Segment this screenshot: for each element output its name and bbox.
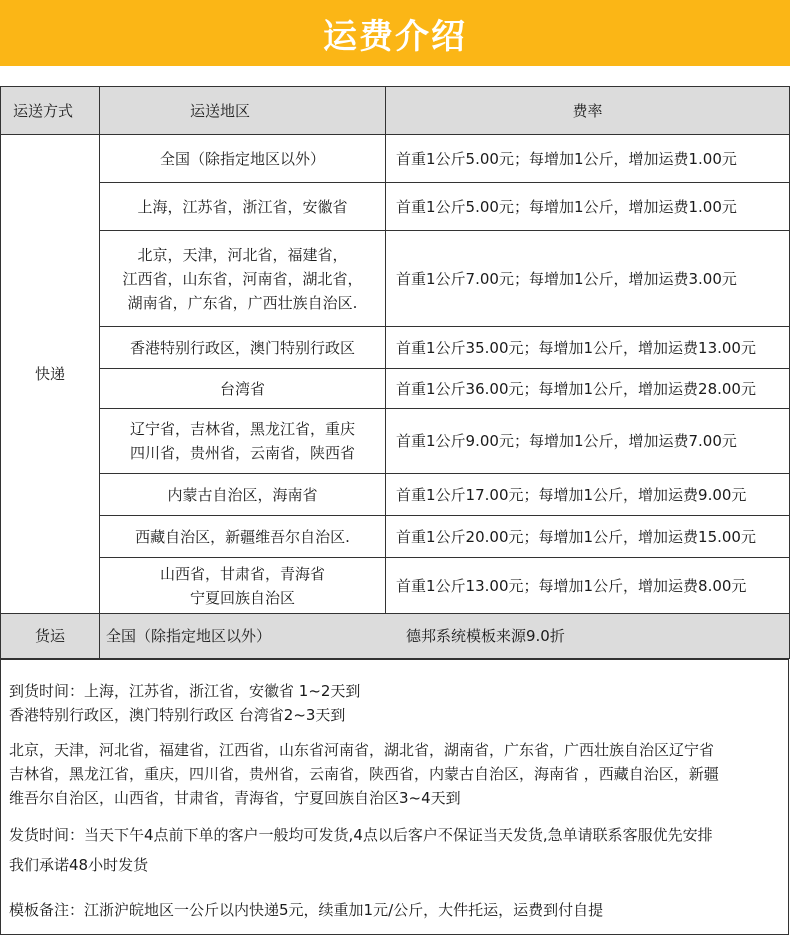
header-banner [0, 0, 790, 66]
region-cell [100, 516, 386, 558]
table-header-row [1, 87, 790, 135]
table-row [1, 231, 790, 327]
table-row [1, 516, 790, 558]
region-line: 湖南省，广东省，广西壮族自治区. [127, 293, 358, 312]
region-line: 香港特别行政区，澳门特别行政区 [129, 338, 355, 357]
region-cell [100, 231, 386, 327]
table-row [1, 474, 790, 516]
rate-cell: 首重1公斤13.00元；每增加1公斤，增加运费8.00元 [386, 558, 790, 614]
region-line: 辽宁省，吉林省，黑龙江省，重庆 [129, 420, 355, 438]
region-cell [100, 474, 386, 516]
region-line: 北京，天津，河北省，福建省， [137, 245, 348, 264]
region-line: 山西省，甘肃省，青海省 [159, 564, 325, 583]
region-cell [100, 369, 386, 409]
region-cell [100, 409, 386, 474]
region-line: 四川省，贵州省，云南省，陕西省 [129, 444, 355, 462]
region-cell [100, 558, 386, 614]
region-cell [100, 327, 386, 369]
region-line: 江西省，山东省，河南省，湖北省， [122, 269, 363, 288]
region-line: 宁夏回族自治区 [189, 588, 295, 607]
note-line: 香港特别行政区，澳门特别行政区 台湾省2~3天到 [9, 706, 346, 724]
note-line: 北京，天津，河北省，福建省，江西省，山东省河南省，湖北省，湖南省，广东省，广西壮族自治区辽宁省 [9, 741, 715, 759]
region-line: 西藏自治区，新疆维吾尔自治区. [135, 527, 350, 546]
note-line: 吉林省，黑龙江省，重庆，四川省，贵州省，云南省，陕西省，内蒙古自治区，海南省 ，西藏自治区，新疆 [9, 765, 719, 783]
freight-region: 全国（除指定地区以外） [106, 627, 272, 645]
shipping-rate-table [0, 86, 790, 659]
note-line: 到货时间：上海，江苏省，浙江省，安徽省 1~2天到 [9, 682, 361, 700]
template-remark-note [9, 898, 782, 922]
rate-cell: 首重1公斤17.00元；每增加1公斤，增加运费9.00元 [386, 474, 790, 516]
notes-panel [0, 659, 789, 935]
rate-cell: 首重1公斤5.00元；每增加1公斤，增加运费1.00元 [386, 183, 790, 231]
note-line: 我们承诺48小时发货 [9, 856, 149, 874]
table-row-freight [1, 614, 790, 659]
table-row [1, 183, 790, 231]
page-title: 运费介绍 [323, 16, 467, 57]
rate-cell: 首重1公斤5.00元；每增加1公斤，增加运费1.00元 [386, 135, 790, 183]
shipping-time-note [9, 823, 782, 877]
region-line: 上海，江苏省，浙江省，安徽省 [137, 197, 348, 216]
table-row [1, 558, 790, 614]
method-cell-freight: 货运 [1, 614, 100, 659]
note-line: 发货时间：当天下午4点前下单的客户一般均可发货,4点以后客户不保证当天发货,急单请联系客服优先安排 [9, 826, 713, 844]
column-header-region: 运送地区 [100, 87, 386, 135]
note-line: 维吾尔自治区，山西省，甘肃省，青海省，宁夏回族自治区3~4天到 [9, 789, 461, 807]
rate-cell: 首重1公斤36.00元；每增加1公斤，增加运费28.00元 [386, 369, 790, 409]
freight-cell [100, 614, 790, 659]
region-cell [100, 183, 386, 231]
region-cell [100, 135, 386, 183]
arrival-time-note [9, 679, 782, 727]
region-delivery-note [9, 738, 782, 810]
rate-cell: 首重1公斤7.00元；每增加1公斤，增加运费3.00元 [386, 231, 790, 327]
column-header-method: 运送方式 [1, 87, 100, 135]
table-row [1, 327, 790, 369]
column-header-rate: 费率 [386, 87, 790, 135]
method-label: 快递 [34, 365, 65, 383]
freight-rate: 德邦系统模板来源9.0折 [406, 627, 565, 645]
method-cell-express [1, 135, 100, 614]
region-line: 全国（除指定地区以外） [159, 149, 325, 168]
table-row [1, 409, 790, 474]
table-row [1, 135, 790, 183]
region-line: 内蒙古自治区，海南省 [167, 485, 318, 504]
table-row [1, 369, 790, 409]
rate-cell: 首重1公斤9.00元；每增加1公斤，增加运费7.00元 [386, 409, 790, 474]
rate-cell: 首重1公斤20.00元；每增加1公斤，增加运费15.00元 [386, 516, 790, 558]
note-line: 模板备注：江浙沪皖地区一公斤以内快递5元，续重加1元/公斤，大件托运，运费到付自提 [9, 901, 604, 919]
region-line: 台湾省 [219, 379, 265, 398]
rate-cell: 首重1公斤35.00元；每增加1公斤，增加运费13.00元 [386, 327, 790, 369]
